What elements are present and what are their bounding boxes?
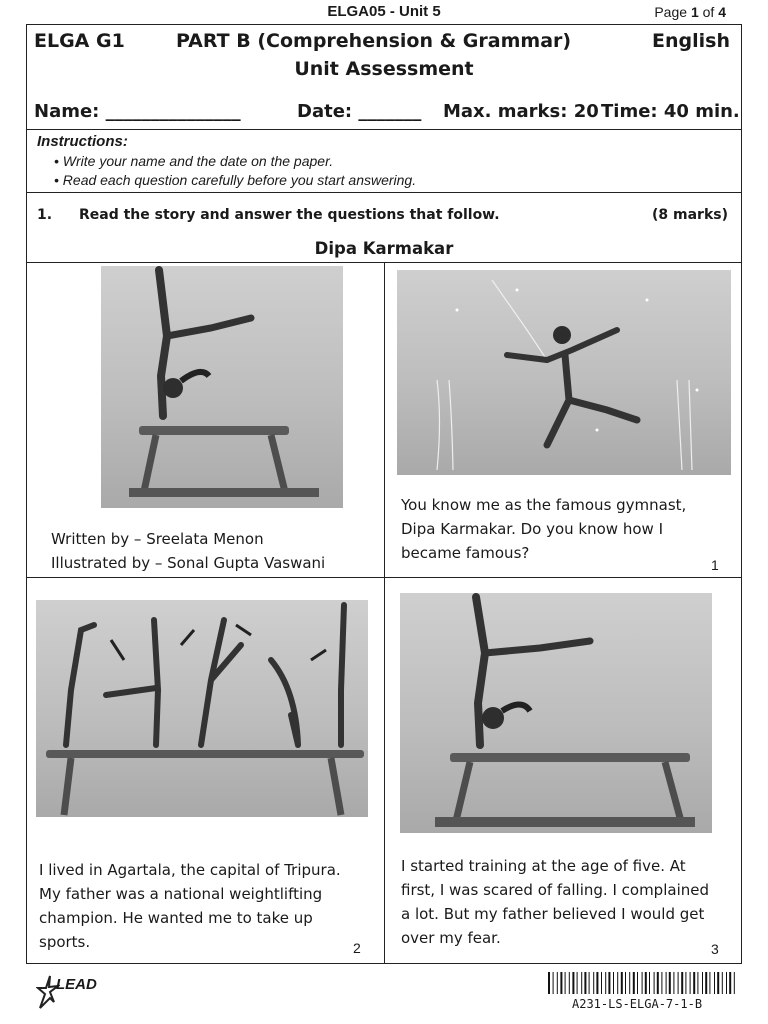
document-code: ELGA05 - Unit 5 [327,3,441,20]
credit-illustrator: Illustrated by – Sonal Gupta Vaswani [51,554,326,572]
story-title: Dipa Karmakar [314,239,454,258]
divider-panel-columns [384,262,385,964]
story-line: I lived in Agartala, the capital of Tripura. [39,861,341,879]
panel-1-illustration [397,270,731,475]
divider-instructions [26,192,742,193]
story-line: first, I was scared of falling. I complained [401,881,709,899]
story-line: over my fear. [401,929,501,947]
page-current: 1 [690,4,699,20]
story-line: champion. He wanted me to take up [39,909,313,927]
instructions-heading: Instructions: [37,133,128,150]
story-line: became famous? [401,544,530,562]
story-line: Dipa Karmakar. Do you know how I [401,520,663,538]
credits [51,527,325,575]
page-indicator [654,4,726,20]
question-marks: (8 marks) [652,207,728,223]
logo-text: LEAD [56,976,97,993]
question-number: 1. [37,207,53,223]
story-line: I started training at the age of five. At [401,857,686,875]
story-line: My father was a national weightlifting [39,885,323,903]
name-field[interactable]: Name: _______________ [34,101,241,122]
panel-3-illustration [400,593,712,833]
instruction-item: • Read each question carefully before you start answering. [54,172,417,188]
max-marks: Max. marks: 20 [443,101,599,122]
assessment-title: Unit Assessment [294,58,474,80]
story-line: You know me as the famous gymnast, [401,496,687,514]
page-of: of [698,4,719,20]
panel-number: 2 [353,940,361,956]
grade-label: ELGA G1 [34,30,125,52]
barcode-text: A231-LS-ELGA-7-1-B [572,997,703,1011]
lead-logo [36,974,97,1017]
panel-3-text [401,854,709,950]
panel-1-text [401,493,686,565]
panel-2-text [39,858,341,954]
cover-illustration [101,266,343,508]
story-line: sports. [39,933,91,951]
divider-header [26,129,742,130]
instruction-item: • Write your name and the date on the paper. [54,153,334,169]
credit-writer: Written by – Sreelata Menon [51,530,264,548]
page-total: 4 [718,4,726,20]
panel-2-illustration [36,600,368,817]
subject-label: English [652,30,730,52]
panel-number: 1 [711,557,719,573]
time-limit: Time: 40 min. [601,101,740,122]
barcode [548,972,738,994]
page-prefix: Page [654,4,691,20]
story-line: a lot. But my father believed I would get [401,905,705,923]
part-title: PART B (Comprehension & Grammar) [176,30,572,52]
question-prompt: Read the story and answer the questions that follow. [79,207,500,223]
date-field[interactable]: Date: _______ [297,101,422,122]
panel-number: 3 [711,941,719,957]
